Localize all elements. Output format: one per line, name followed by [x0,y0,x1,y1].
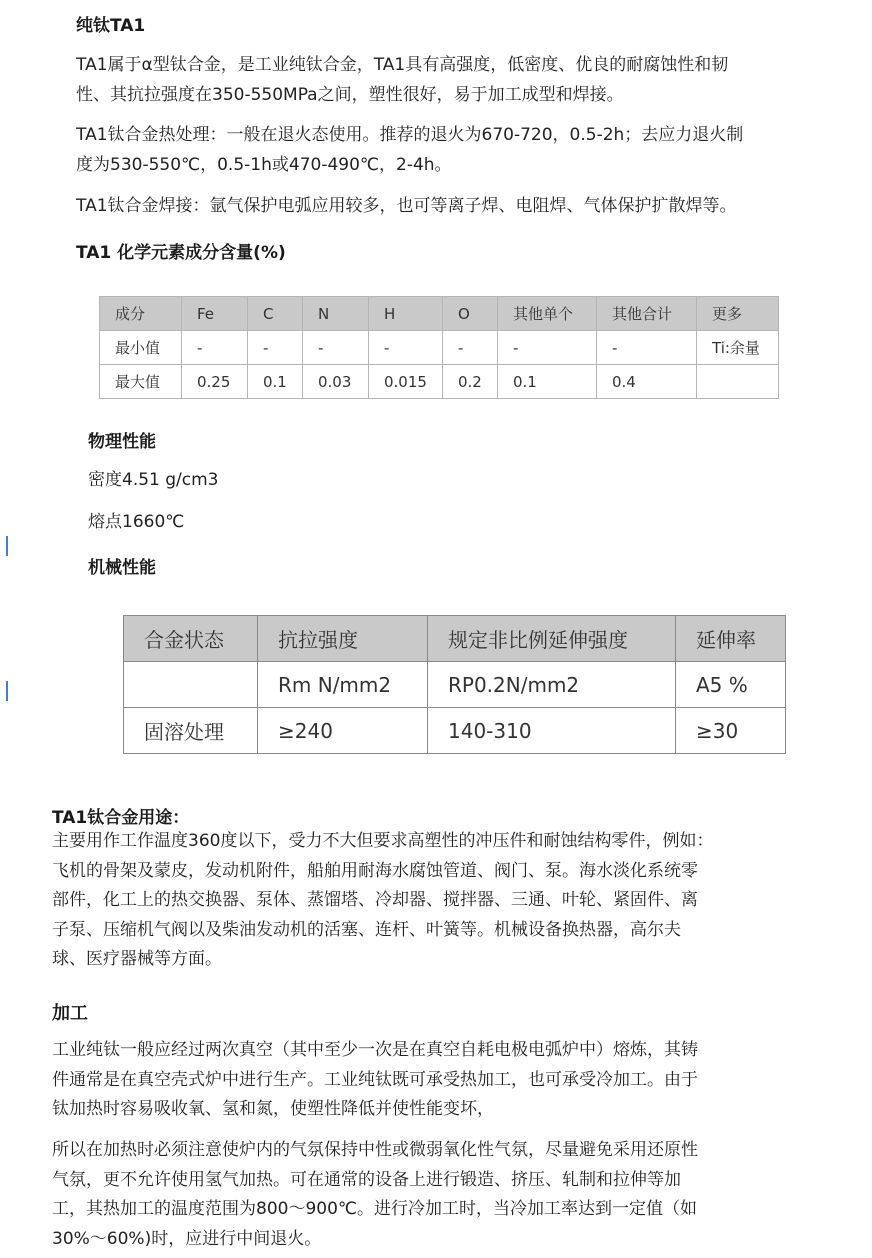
table-cell: 0.4 [597,365,697,399]
table-cell: 0.1 [498,365,597,399]
table-row [124,662,786,708]
chem-composition-heading: TA1 化学元素成分含量(%) [76,243,286,263]
table-cell: 最小值 [100,331,182,365]
table-header-row [100,297,779,331]
table-header-cell: 更多 [697,297,779,331]
text-line: 飞机的骨架及蒙皮，发动机附件，船舶用耐海水腐蚀管道、阀门、泵。海水淡化系统零 [52,860,698,881]
table-cell: RP0.2N/mm2 [428,662,676,708]
table-cell: 140-310 [428,708,676,754]
table-cell: - [182,331,248,365]
processing-paragraph-2 [52,1136,698,1254]
text-line: 工，其热加工的温度范围为800～900℃。进行冷加工时，当冷加工率达到一定值（如 [52,1199,697,1219]
table-cell: - [303,331,369,365]
table-header-cell: 规定非比例延伸强度 [428,616,676,662]
text-line: 性、其抗拉强度在350-550MPa之间，塑性很好，易于加工成型和焊接。 [76,85,624,105]
text-line: 球、医疗器械等方面。 [52,949,222,969]
table-cell: 0.015 [369,365,443,399]
table-cell [697,365,779,399]
text-line: TA1属于α型钛合金，是工业纯钛合金，TA1具有高强度，低密度、优良的耐腐蚀性和韧 [76,55,729,75]
ta1-heading: 纯钛TA1 [76,16,146,36]
table-cell: A5 % [676,662,786,708]
table-cell: - [369,331,443,365]
scroll-marker-bottom [6,681,8,701]
table-header-cell: C [248,297,303,331]
text-line: 30%～60%)时，应进行中间退火。 [52,1228,322,1249]
table-cell: 固溶处理 [124,708,258,754]
processing-paragraph-1 [52,1036,698,1125]
uses-paragraph [52,827,713,975]
text-line: 部件，化工上的热交换器、泵体、蒸馏塔、冷却器、搅拌器、三通、叶轮、紧固件、离 [52,890,698,910]
ta1-heat-treatment-paragraph [76,120,743,180]
text-line: 钛加热时容易吸收氧、氢和氮，使塑性降低并使性能变坏， [52,1099,494,1119]
table-cell: 最大值 [100,365,182,399]
table-cell: - [443,331,498,365]
mechanical-properties-table [123,615,786,754]
physical-properties-heading: 物理性能 [88,432,156,452]
mechanical-properties-heading: 机械性能 [88,558,156,578]
table-header-cell: 抗拉强度 [258,616,428,662]
table-header-cell: 成分 [100,297,182,331]
table-row [100,331,779,365]
text-line: 度为530-550℃，0.5-1h或470-490℃，2-4h。 [76,155,452,175]
text-line: 主要用作工作温度360度以下，受力不大但要求高塑性的冲压件和耐蚀结构零件，例如： [52,831,714,851]
table-header-cell: O [443,297,498,331]
table-cell [124,662,258,708]
table-cell: 0.1 [248,365,303,399]
text-line: 所以在加热时必须注意使炉内的气氛保持中性或微弱氧化性气氛，尽量避免采用还原性 [52,1140,698,1160]
density-text: 密度4.51 g/cm3 [88,470,219,490]
table-cell: ≥30 [676,708,786,754]
table-cell: - [597,331,697,365]
text-line: 气氛，更不允许使用氢气加热。可在通常的设备上进行锻造、挤压、轧制和拉伸等加 [52,1169,681,1190]
table-header-cell: 延伸率 [676,616,786,662]
text-line: TA1钛合金热处理：一般在退火态使用。推荐的退火为670-720，0.5-2h；去应力退火制 [76,125,744,145]
table-cell: - [248,331,303,365]
table-header-cell: 合金状态 [124,616,258,662]
table-header-cell: Fe [182,297,248,331]
table-header-cell: 其他单个 [498,297,597,331]
uses-heading: TA1钛合金用途： [52,808,190,828]
text-line: 子泵、压缩机气阀以及柴油发动机的活塞、连杆、叶簧等。机械设备换热器，高尔夫 [52,919,681,940]
text-line: 工业纯钛一般应经过两次真空（其中至少一次是在真空自耗电极电弧炉中）熔炼，其铸 [52,1040,698,1060]
table-header-row [124,616,786,662]
table-cell: Ti:余量 [697,331,779,365]
table-row [124,708,786,754]
ta1-intro-paragraph [76,50,728,110]
table-cell: Rm N/mm2 [258,662,428,708]
table-header-cell: 其他合计 [597,297,697,331]
chem-composition-table [99,296,779,399]
table-cell: - [498,331,597,365]
table-cell: 0.03 [303,365,369,399]
processing-heading: 加工 [52,1003,88,1024]
text-line: 件通常是在真空壳式炉中进行生产。工业纯钛既可承受热加工，也可承受冷加工。由于 [52,1069,698,1090]
table-header-cell: H [369,297,443,331]
scroll-marker-top [6,536,8,556]
melting-point-text: 熔点1660℃ [88,512,185,532]
table-header-cell: N [303,297,369,331]
table-row [100,365,779,399]
table-cell: 0.25 [182,365,248,399]
ta1-welding-paragraph: TA1钛合金焊接：氩气保护电弧应用较多，也可等离子焊、电阻焊、气体保护扩散焊等。 [76,196,737,216]
table-cell: 0.2 [443,365,498,399]
table-cell: ≥240 [258,708,428,754]
